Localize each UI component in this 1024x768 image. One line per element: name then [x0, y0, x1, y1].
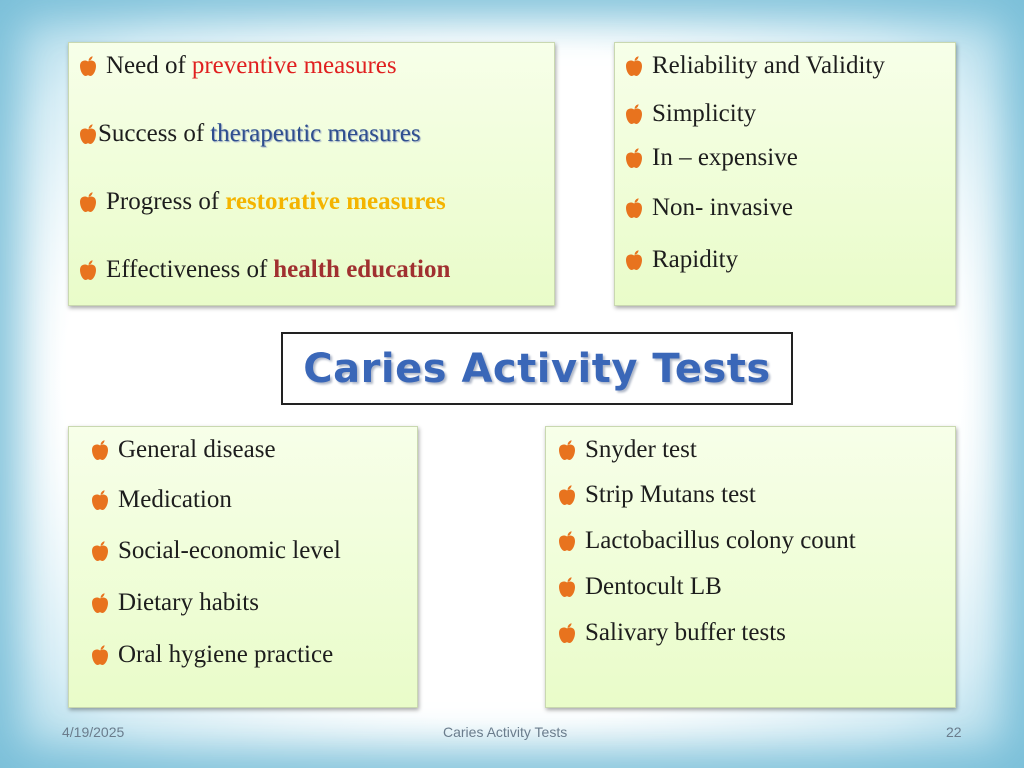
item-prefix: Need of: [106, 52, 186, 79]
apple-bullet-icon: [624, 197, 644, 219]
list-item: [624, 144, 798, 172]
page-title: Caries Activity Tests: [303, 345, 771, 392]
footer-date: 4/19/2025: [62, 724, 125, 740]
list-item: [557, 619, 786, 647]
item-highlight: preventive measures: [191, 52, 397, 79]
apple-bullet-icon: [557, 622, 577, 644]
list-item: [624, 194, 793, 222]
item-text: Rapidity: [652, 246, 739, 273]
item-text: Dietary habits: [118, 589, 259, 616]
item-text: Snyder test: [585, 436, 697, 463]
list-item: [78, 188, 446, 216]
apple-bullet-icon: [78, 55, 98, 77]
list-item: [78, 256, 450, 284]
apple-bullet-icon: [624, 55, 644, 77]
list-item: [90, 641, 333, 669]
item-prefix: Success of: [98, 120, 205, 147]
item-text: General disease: [118, 436, 276, 463]
apple-bullet-icon: [90, 489, 110, 511]
apple-bullet-icon: [90, 592, 110, 614]
item-text: Dentocult LB: [585, 573, 722, 600]
apple-bullet-icon: [78, 259, 98, 281]
apple-bullet-icon: [557, 484, 577, 506]
item-text: Strip Mutans test: [585, 481, 756, 508]
item-highlight: health education: [273, 256, 451, 283]
item-text: Medication: [118, 486, 232, 513]
item-text: Reliability and Validity: [652, 52, 885, 79]
page-number: 22: [946, 724, 962, 740]
apple-bullet-icon: [78, 191, 98, 213]
apple-bullet-icon: [78, 123, 98, 145]
item-text: Social-economic level: [118, 537, 341, 564]
item-highlight: therapeutic measures: [210, 120, 421, 147]
apple-bullet-icon: [624, 147, 644, 169]
item-prefix: Effectiveness of: [106, 256, 268, 283]
list-item: [557, 573, 722, 601]
apple-bullet-icon: [90, 644, 110, 666]
item-highlight: restorative measures: [225, 188, 446, 215]
list-item: [90, 589, 259, 617]
list-item: [557, 436, 697, 464]
list-item: [78, 120, 421, 148]
apple-bullet-icon: [90, 540, 110, 562]
list-item: [90, 436, 276, 464]
list-item: [557, 481, 756, 509]
item-prefix: Progress of: [106, 188, 220, 215]
apple-bullet-icon: [624, 103, 644, 125]
apple-bullet-icon: [557, 576, 577, 598]
item-text: Non- invasive: [652, 194, 793, 221]
list-item: [90, 537, 341, 565]
item-text: Lactobacillus colony count: [585, 527, 856, 554]
list-item: [624, 246, 738, 274]
title-box: [281, 332, 793, 405]
item-text: Oral hygiene practice: [118, 641, 334, 668]
apple-bullet-icon: [557, 439, 577, 461]
list-item: [624, 52, 885, 80]
footer-title: Caries Activity Tests: [443, 724, 568, 740]
apple-bullet-icon: [557, 530, 577, 552]
item-text: In – expensive: [652, 144, 798, 171]
item-text: Salivary buffer tests: [585, 619, 786, 646]
tests-box: [545, 426, 956, 708]
apple-bullet-icon: [90, 439, 110, 461]
item-text: Simplicity: [652, 100, 757, 127]
list-item: [90, 486, 232, 514]
list-item: [557, 527, 856, 555]
list-item: [78, 52, 397, 80]
apple-bullet-icon: [624, 249, 644, 271]
list-item: [624, 100, 756, 128]
